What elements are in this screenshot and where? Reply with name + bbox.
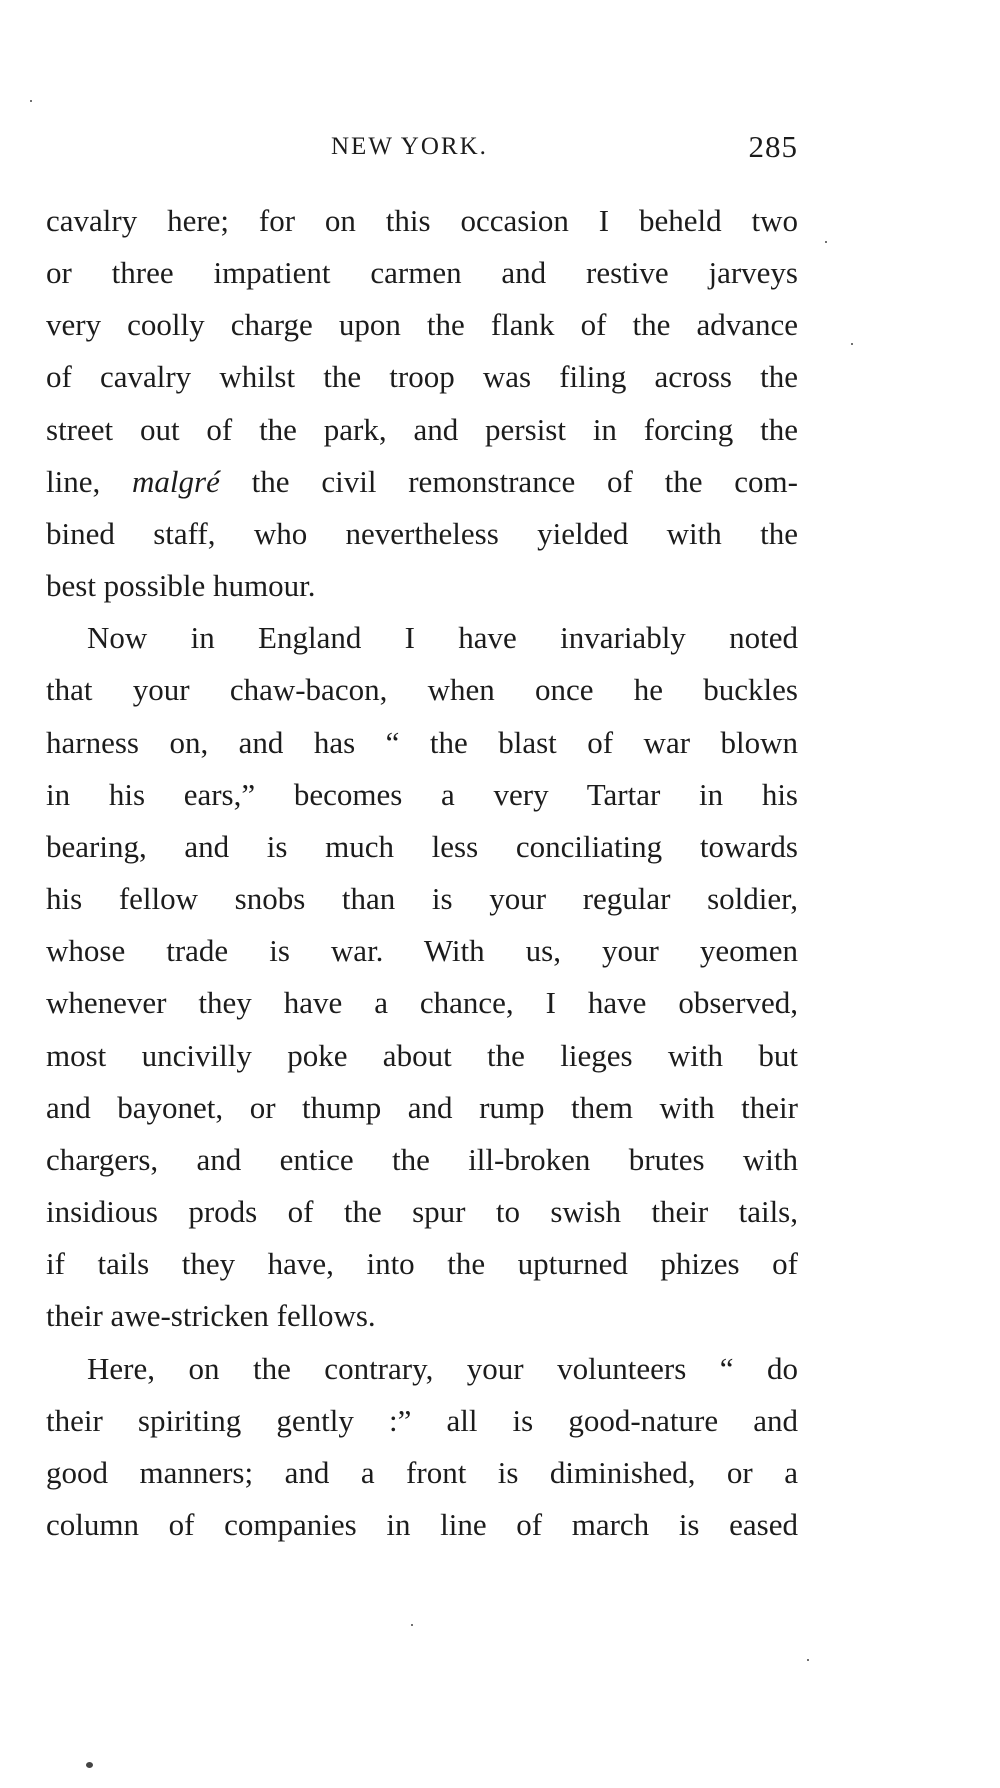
text-line xyxy=(46,462,798,502)
ink-speck xyxy=(411,1624,413,1626)
ink-speck xyxy=(825,241,827,243)
text-line: bearing, and is much less conciliating towards xyxy=(46,829,798,864)
text-line: cavalry here; for on this occasion I beheld two xyxy=(46,203,798,238)
text-line: their spiriting gently :” all is good-nature and xyxy=(46,1403,798,1438)
text-line: their awe-stricken fellows. xyxy=(46,1298,376,1333)
text-line: if tails they have, into the upturned phizes of xyxy=(46,1246,798,1281)
text-line: of cavalry whilst the troop was filing across the xyxy=(46,359,798,394)
ink-speck xyxy=(807,1659,809,1661)
text-line: or three impatient carmen and restive jarveys xyxy=(46,255,798,290)
running-head xyxy=(46,129,798,173)
text-fragment: line, xyxy=(46,464,101,499)
running-title: NEW YORK. xyxy=(331,133,488,160)
text-line: and bayonet, or thump and rump them with their xyxy=(46,1090,798,1125)
text-line: his fellow snobs than is your regular soldier, xyxy=(46,881,798,916)
text-line: good manners; and a front is diminished, or a xyxy=(46,1455,798,1490)
text-line: bined staff, who nevertheless yielded with the xyxy=(46,516,798,551)
text-line: insidious prods of the spur to swish their tails, xyxy=(46,1194,798,1229)
ink-speck xyxy=(851,343,853,345)
text-line: Now in England I have invariably noted xyxy=(87,620,798,655)
text-line: very coolly charge upon the flank of the advance xyxy=(46,307,798,342)
text-line: that your chaw-bacon, when once he buckles xyxy=(46,672,798,707)
text-line: most uncivilly poke about the lieges with but xyxy=(46,1038,798,1073)
text-line: harness on, and has “ the blast of war blown xyxy=(46,725,798,760)
italic-word: malgré xyxy=(132,464,220,499)
text-line: in his ears,” becomes a very Tartar in his xyxy=(46,777,798,812)
text-line: column of companies in line of march is eased xyxy=(46,1507,798,1542)
text-line: best possible humour. xyxy=(46,568,316,603)
text-fragment: the civil remonstrance of the com- xyxy=(251,464,798,499)
page-number: 285 xyxy=(748,129,798,164)
text-line: street out of the park, and persist in forcing the xyxy=(46,412,798,447)
text-line: whose trade is war. With us, your yeomen xyxy=(46,933,798,968)
text-line: chargers, and entice the ill-broken brutes with xyxy=(46,1142,798,1177)
text-line: whenever they have a chance, I have observed, xyxy=(46,985,798,1020)
ink-speck xyxy=(30,100,32,102)
ink-speck xyxy=(86,1762,93,1768)
text-line: Here, on the contrary, your volunteers “ do xyxy=(87,1351,798,1386)
